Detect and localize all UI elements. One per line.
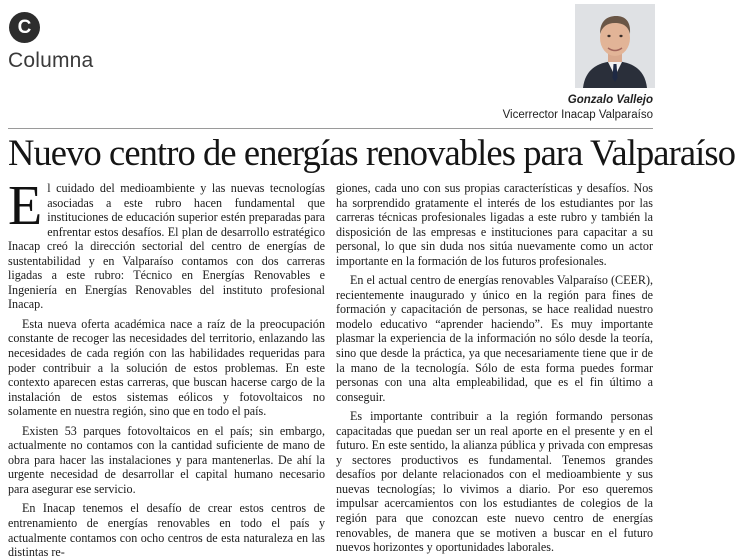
paragraph: Es importante contribuir a la región formando personas capacitadas que puedan ser un real aporte en el presente y en el futuro. En este sentido, la alianza pública y privada con empresas y sectores productivos es fundamental. Tenemos grandes desafíos por delante relacionados con el medioambiente y sus nuevas tecnologías; lo vivimos a diario. Por eso queremos impulsar acercamientos con los estudiantes de colegios de la región para que conozcan este nuevo centro de energías renovables, de manera que se motiven a buscar en el futuro nuevos horizontes y oportunidades laborales. — [336, 409, 653, 555]
section-label: Columna — [8, 49, 94, 72]
paragraph — [8, 175, 325, 312]
paragraph: Esta nueva oferta académica nace a raíz de la preocupación constante de recoger las necesidades del territorio, enlazando las necesidades de cada región con las habilidades requeridas para poder contribuir a la solución de estos problemas. En este contexto aparecen estas carreras, que buscan hacerse cargo de la instalación de estos sistemas eólicos y fotovoltaicos no solamente en nuestra región, sino que en todo el país. — [8, 316, 325, 419]
column-badge: C — [9, 12, 40, 43]
paragraph: giones, cada uno con sus propias características y desafíos. Nos ha sorprendido gratamente el interés de los estudiantes por las carreras técnicas profesionales ligadas a este rubro y también la disposición de las empresas e instituciones para capacitar a su personal, lo que sin duda nos sitúa nuevamente como un actor importante en la formación de los futuros profesionales. — [336, 181, 653, 268]
article-column-1 — [8, 175, 325, 560]
paragraph: Existen 53 parques fotovoltaicos en el país; sin embargo, actualmente no contamos con la cantidad suficiente de mano de obra para hacer las instalaciones y para mantenerlas. De ahí la urgente necesidad de desarrollar el capital humano necesario para asegurar ese servicio. — [8, 423, 325, 496]
paragraph: En Inacap tenemos el desafío de crear estos centros de entrenamiento de energías renovables en todo el país y actualmente contamos con ocho centros de esta naturaleza en las distintas re- — [8, 501, 325, 560]
divider — [8, 128, 653, 129]
paragraph: En el actual centro de energías renovables Valparaíso (CEER), recientemente inaugurado y único en la región para fines de formación y capacitación de personas, se hace realidad nuestro modelo educativo “aprender haciendo”. Es muy importante plasmar la experiencia de la información no sólo desde la teoría, sino que desde la práctica, ya que necesariamente tiene que ir de la mano de la tecnología. Sólo de esta forma puedes formar personas con una alta empleabilidad, que es el fin último a conseguir. — [336, 273, 653, 404]
article-column-2 — [336, 181, 653, 555]
author-name: Gonzalo Vallejo — [567, 94, 653, 106]
author-photo — [575, 4, 655, 88]
drop-cap: E — [8, 175, 43, 237]
author-portrait-image — [575, 4, 655, 88]
headline: Nuevo centro de energías renovables para Valparaíso — [8, 132, 735, 173]
paragraph-text: l cuidado del medioambiente y las nuevas tecnologías asociadas a este rubro hacen fundamental que instituciones de educación superior estén preparadas para enfrentar estos desafíos. El plan de desarrollo estratégico Inacap creó la dirección sectorial del centro de energías de sustentabilidad y en Valparaíso contamos con dos carreras ligadas a este rubro: Técnico en Energías Renovables e Ingeniería en Energías Renovables del instituto profesional Inacap. — [8, 181, 325, 312]
author-role: Vicerrector Inacap Valparaíso — [502, 109, 653, 121]
